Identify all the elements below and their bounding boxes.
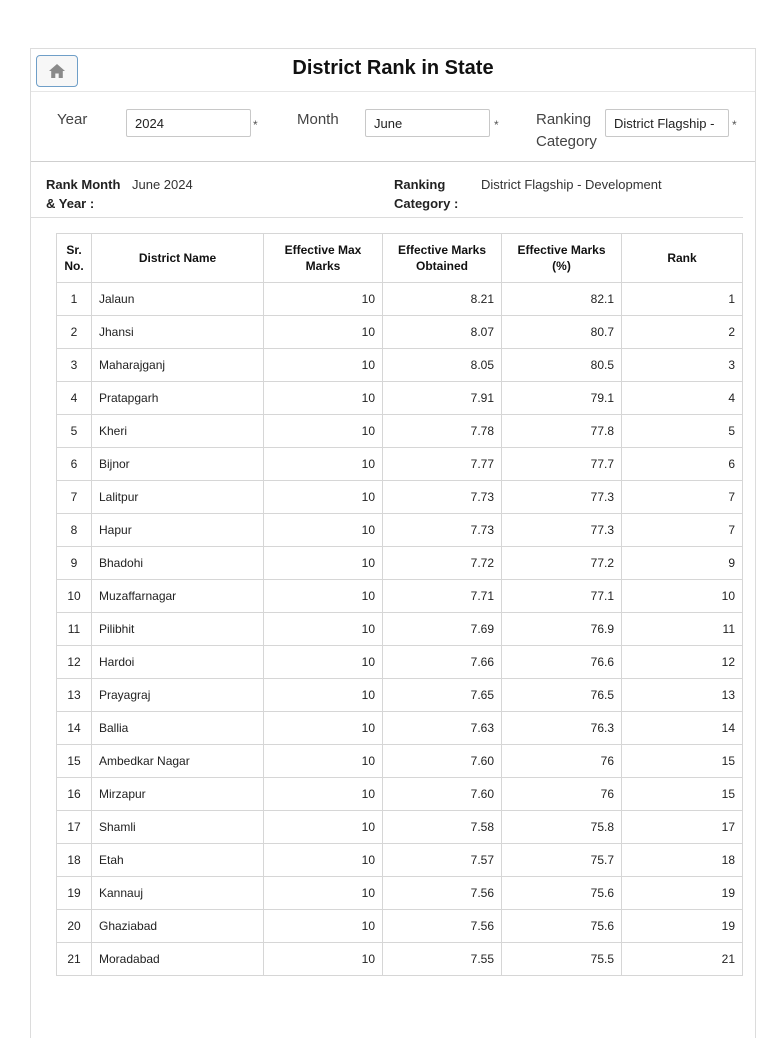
district-name-cell: Maharajganj: [92, 349, 264, 382]
district-name-cell: Prayagraj: [92, 679, 264, 712]
effective-marks-obtained-cell: 7.65: [383, 679, 502, 712]
rank-cell: 1: [622, 283, 743, 316]
rank-cell: 11: [622, 613, 743, 646]
rank-cell: 15: [622, 778, 743, 811]
effective-max-marks-cell: 10: [264, 580, 383, 613]
rank-cell: 14: [622, 712, 743, 745]
rank-cell: 7: [622, 481, 743, 514]
district-name-cell: Ghaziabad: [92, 910, 264, 943]
effective-marks-obtained-cell: 7.56: [383, 877, 502, 910]
year-select[interactable]: 2024: [126, 109, 251, 137]
rank-month-value: June 2024: [132, 177, 193, 192]
effective-marks-obtained-cell: 7.71: [383, 580, 502, 613]
sr-no-cell: 18: [57, 844, 92, 877]
effective-marks-obtained-cell: 7.69: [383, 613, 502, 646]
effective-max-marks-cell: 10: [264, 712, 383, 745]
effective-marks-percent-cell: 82.1: [502, 283, 622, 316]
effective-marks-obtained-cell: 8.05: [383, 349, 502, 382]
effective-marks-percent-cell: 77.2: [502, 547, 622, 580]
effective-marks-percent-cell: 76.9: [502, 613, 622, 646]
effective-max-marks-cell: 10: [264, 910, 383, 943]
table-row[interactable]: [57, 646, 743, 679]
sr-no-cell: 1: [57, 283, 92, 316]
district-name-cell: Ambedkar Nagar: [92, 745, 264, 778]
rank-cell: 17: [622, 811, 743, 844]
effective-marks-percent-cell: 77.1: [502, 580, 622, 613]
district-name-cell: Jalaun: [92, 283, 264, 316]
effective-marks-percent-cell: 76: [502, 745, 622, 778]
ranking-category-info-label-line2: Category :: [394, 196, 459, 211]
sr-no-cell: 12: [57, 646, 92, 679]
col-header-effective-marks-percent[interactable]: Effective Marks (%): [502, 234, 622, 283]
district-name-cell: Kannauj: [92, 877, 264, 910]
effective-max-marks-cell: 10: [264, 481, 383, 514]
table-row[interactable]: [57, 613, 743, 646]
home-icon: [48, 63, 66, 79]
table-row[interactable]: [57, 481, 743, 514]
sr-no-cell: 21: [57, 943, 92, 976]
info-divider: [31, 217, 743, 218]
table-row[interactable]: [57, 679, 743, 712]
effective-max-marks-cell: 10: [264, 679, 383, 712]
panel-header: [31, 49, 755, 92]
effective-marks-percent-cell: 77.7: [502, 448, 622, 481]
effective-marks-percent-cell: 76.5: [502, 679, 622, 712]
sr-no-cell: 5: [57, 415, 92, 448]
effective-marks-percent-cell: 75.8: [502, 811, 622, 844]
effective-max-marks-cell: 10: [264, 316, 383, 349]
effective-marks-percent-cell: 80.7: [502, 316, 622, 349]
col-header-sr-no[interactable]: Sr. No.: [57, 234, 92, 283]
district-name-cell: Pilibhit: [92, 613, 264, 646]
effective-marks-obtained-cell: 7.73: [383, 481, 502, 514]
table-row[interactable]: [57, 349, 743, 382]
district-rank-panel: [30, 48, 756, 1038]
district-name-cell: Jhansi: [92, 316, 264, 349]
sr-no-cell: 7: [57, 481, 92, 514]
sr-no-cell: 16: [57, 778, 92, 811]
table-row[interactable]: [57, 283, 743, 316]
rank-cell: 13: [622, 679, 743, 712]
effective-marks-obtained-cell: 7.60: [383, 778, 502, 811]
table-row[interactable]: [57, 316, 743, 349]
filter-row: [31, 91, 755, 162]
table-header-row: [57, 234, 743, 283]
effective-max-marks-cell: 10: [264, 646, 383, 679]
effective-marks-obtained-cell: 7.57: [383, 844, 502, 877]
effective-marks-obtained-cell: 7.91: [383, 382, 502, 415]
effective-marks-obtained-cell: 7.77: [383, 448, 502, 481]
ranking-category-label-line1: Ranking: [536, 111, 592, 128]
district-name-cell: Kheri: [92, 415, 264, 448]
district-name-cell: Hardoi: [92, 646, 264, 679]
rank-cell: 12: [622, 646, 743, 679]
rank-cell: 10: [622, 580, 743, 613]
year-label: Year: [57, 111, 88, 128]
effective-marks-obtained-cell: 7.58: [383, 811, 502, 844]
effective-marks-obtained-cell: 7.73: [383, 514, 502, 547]
table-row[interactable]: [57, 745, 743, 778]
col-header-rank[interactable]: Rank: [622, 234, 743, 283]
effective-marks-percent-cell: 80.5: [502, 349, 622, 382]
ranking-category-info-value: District Flagship - Development: [481, 177, 662, 192]
effective-marks-obtained-cell: 8.07: [383, 316, 502, 349]
effective-marks-obtained-cell: 7.72: [383, 547, 502, 580]
effective-max-marks-cell: 10: [264, 943, 383, 976]
page-title: District Rank in State: [292, 57, 494, 79]
effective-max-marks-cell: 10: [264, 613, 383, 646]
effective-marks-percent-cell: 75.5: [502, 943, 622, 976]
sr-no-cell: 17: [57, 811, 92, 844]
sr-no-cell: 14: [57, 712, 92, 745]
sr-no-cell: 4: [57, 382, 92, 415]
district-name-cell: Moradabad: [92, 943, 264, 976]
effective-max-marks-cell: 10: [264, 547, 383, 580]
district-name-cell: Lalitpur: [92, 481, 264, 514]
table-body: [57, 283, 743, 976]
table-row[interactable]: [57, 448, 743, 481]
sr-no-cell: 6: [57, 448, 92, 481]
rank-month-label-line2: & Year :: [46, 196, 95, 211]
col-header-district-name[interactable]: District Name: [92, 234, 264, 283]
effective-max-marks-cell: 10: [264, 811, 383, 844]
sr-no-cell: 3: [57, 349, 92, 382]
month-select[interactable]: June: [365, 109, 490, 137]
effective-max-marks-cell: 10: [264, 415, 383, 448]
ranking-category-select[interactable]: District Flagship -: [605, 109, 729, 137]
table-row[interactable]: [57, 877, 743, 910]
rank-cell: 18: [622, 844, 743, 877]
effective-marks-obtained-cell: 7.56: [383, 910, 502, 943]
rank-cell: 5: [622, 415, 743, 448]
ranking-category-info-label-line1: Ranking: [394, 177, 446, 192]
table-row[interactable]: [57, 580, 743, 613]
rank-cell: 6: [622, 448, 743, 481]
effective-max-marks-cell: 10: [264, 514, 383, 547]
effective-max-marks-cell: 10: [264, 349, 383, 382]
table-row[interactable]: [57, 943, 743, 976]
ranking-category-label-line2: Category: [536, 133, 597, 150]
district-name-cell: Etah: [92, 844, 264, 877]
sr-no-cell: 19: [57, 877, 92, 910]
sr-no-cell: 10: [57, 580, 92, 613]
district-name-cell: Bijnor: [92, 448, 264, 481]
effective-marks-obtained-cell: 7.66: [383, 646, 502, 679]
year-required-mark: *: [253, 118, 258, 132]
effective-max-marks-cell: 10: [264, 382, 383, 415]
effective-marks-percent-cell: 76.3: [502, 712, 622, 745]
effective-marks-obtained-cell: 7.63: [383, 712, 502, 745]
sr-no-cell: 20: [57, 910, 92, 943]
effective-marks-obtained-cell: 8.21: [383, 283, 502, 316]
effective-marks-percent-cell: 77.3: [502, 514, 622, 547]
district-name-cell: Pratapgarh: [92, 382, 264, 415]
table-row[interactable]: [57, 712, 743, 745]
rank-cell: 15: [622, 745, 743, 778]
effective-marks-percent-cell: 79.1: [502, 382, 622, 415]
district-name-cell: Bhadohi: [92, 547, 264, 580]
sr-no-cell: 11: [57, 613, 92, 646]
effective-marks-percent-cell: 75.6: [502, 910, 622, 943]
month-required-mark: *: [494, 118, 499, 132]
rank-cell: 3: [622, 349, 743, 382]
effective-max-marks-cell: 10: [264, 745, 383, 778]
rank-info: [31, 161, 755, 217]
table-row[interactable]: [57, 514, 743, 547]
effective-marks-percent-cell: 75.7: [502, 844, 622, 877]
rank-cell: 4: [622, 382, 743, 415]
col-header-effective-max-marks[interactable]: Effective Max Marks: [264, 234, 383, 283]
table-row[interactable]: [57, 778, 743, 811]
rank-cell: 9: [622, 547, 743, 580]
rank-cell: 19: [622, 877, 743, 910]
effective-marks-percent-cell: 76: [502, 778, 622, 811]
table-row[interactable]: [57, 415, 743, 448]
effective-max-marks-cell: 10: [264, 448, 383, 481]
effective-marks-obtained-cell: 7.60: [383, 745, 502, 778]
table-row[interactable]: [57, 811, 743, 844]
district-name-cell: Ballia: [92, 712, 264, 745]
rank-cell: 19: [622, 910, 743, 943]
home-button[interactable]: [36, 55, 78, 87]
effective-marks-obtained-cell: 7.55: [383, 943, 502, 976]
district-name-cell: Muzaffarnagar: [92, 580, 264, 613]
district-name-cell: Shamli: [92, 811, 264, 844]
col-header-effective-marks-obtained[interactable]: Effective Marks Obtained: [383, 234, 502, 283]
rank-cell: 7: [622, 514, 743, 547]
effective-max-marks-cell: 10: [264, 778, 383, 811]
table-row[interactable]: [57, 844, 743, 877]
sr-no-cell: 8: [57, 514, 92, 547]
effective-marks-percent-cell: 77.3: [502, 481, 622, 514]
effective-marks-obtained-cell: 7.78: [383, 415, 502, 448]
effective-max-marks-cell: 10: [264, 844, 383, 877]
effective-max-marks-cell: 10: [264, 283, 383, 316]
rank-cell: 2: [622, 316, 743, 349]
effective-marks-percent-cell: 76.6: [502, 646, 622, 679]
month-label: Month: [297, 111, 339, 128]
district-name-cell: Mirzapur: [92, 778, 264, 811]
district-name-cell: Hapur: [92, 514, 264, 547]
table-row[interactable]: [57, 547, 743, 580]
rank-month-label-line1: Rank Month: [46, 177, 121, 192]
sr-no-cell: 13: [57, 679, 92, 712]
category-required-mark: *: [732, 118, 737, 132]
effective-marks-percent-cell: 75.6: [502, 877, 622, 910]
sr-no-cell: 2: [57, 316, 92, 349]
effective-marks-percent-cell: 77.8: [502, 415, 622, 448]
table-row[interactable]: [57, 382, 743, 415]
effective-max-marks-cell: 10: [264, 877, 383, 910]
sr-no-cell: 9: [57, 547, 92, 580]
rank-cell: 21: [622, 943, 743, 976]
table-row[interactable]: [57, 910, 743, 943]
rank-table: [56, 233, 743, 976]
sr-no-cell: 15: [57, 745, 92, 778]
